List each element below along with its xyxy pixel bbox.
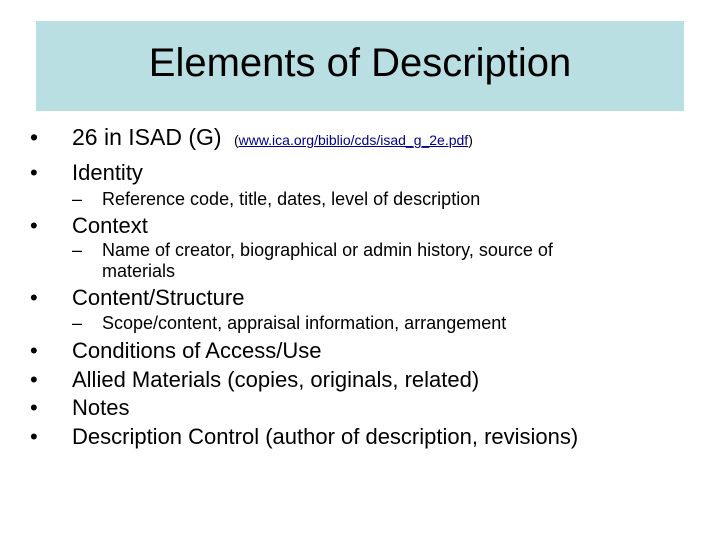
bullet-text: 26 in ISAD (G) [72,124,222,150]
bullet-icon: • [30,124,39,150]
bullet-text: Conditions of Access/Use [72,338,322,363]
paren-open: ( [233,132,239,148]
dash-icon: – [72,189,83,209]
sub-text: Reference code, title, dates, level of description [102,189,481,209]
bullet-text: Context [72,213,148,238]
isad-link[interactable]: www.ica.org/biblio/cds/isad_g_2e.pdf [238,132,469,148]
sub-text-line1: Name of creator, biographical or admin history, source of [102,240,553,260]
bullet-icon: • [30,424,38,449]
title-banner [36,21,684,111]
bullet-text: Description Control (author of description, revisions) [72,424,579,449]
bullet-text: Identity [72,160,143,185]
paren-close: ) [468,132,473,148]
bullet-text: Content/Structure [72,285,245,310]
sub-text-line2: materials [102,261,176,281]
bullet-icon: • [30,285,38,310]
dash-icon: – [72,240,83,260]
bullet-icon: • [30,160,38,185]
bullet-icon: • [30,213,38,238]
slide-title: Elements of Description [148,41,572,85]
bullet-text: Notes [72,395,130,420]
bullet-icon: • [30,367,38,392]
sub-text: Scope/content, appraisal information, arrangement [102,313,507,333]
dash-icon: – [72,313,83,333]
bullet-text: Allied Materials (copies, originals, related) [72,367,480,392]
bullet-icon: • [30,395,38,420]
bullet-icon: • [30,338,38,363]
